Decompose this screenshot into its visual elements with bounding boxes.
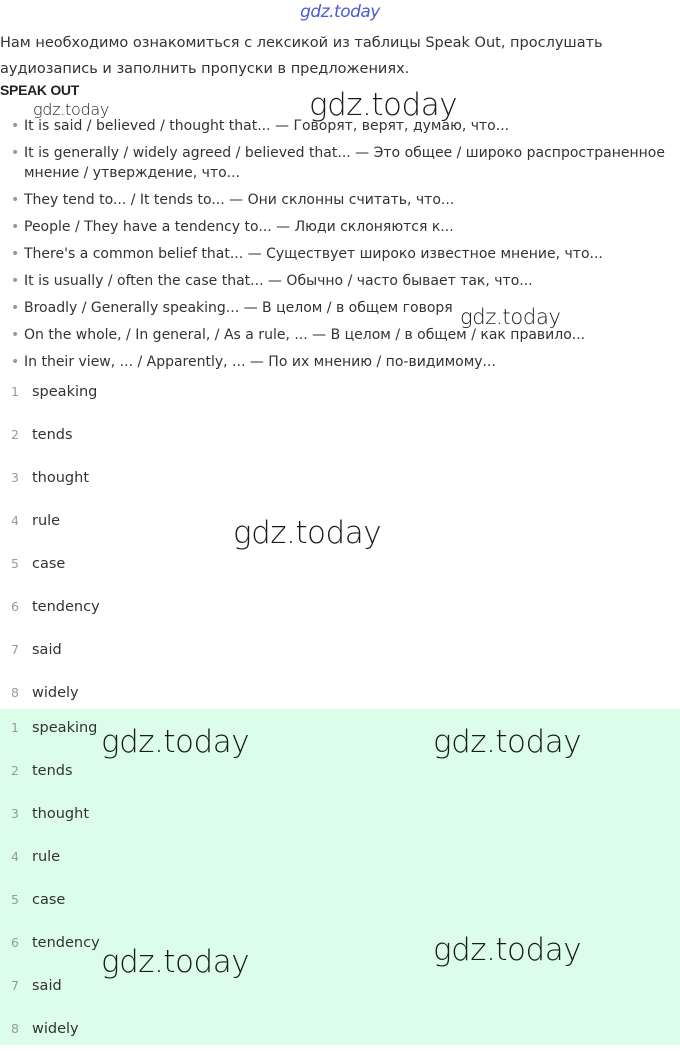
- answer-item: [0, 804, 680, 847]
- site-logo[interactable]: gdz.today: [300, 2, 380, 22]
- watermark: gdz.today: [33, 100, 110, 119]
- answer-word: speaking: [32, 384, 98, 400]
- answer-number: 5: [11, 556, 19, 571]
- answer-number: 6: [11, 599, 19, 614]
- answer-number: 5: [11, 892, 19, 907]
- answer-word: thought: [32, 806, 90, 822]
- answer-number: 2: [11, 763, 19, 778]
- answer-number: 6: [11, 935, 19, 950]
- answer-word: speaking: [32, 720, 98, 736]
- phrase-text: On the whole, / In general, / As a rule, ... — В целом / в общем / как правило...: [24, 327, 586, 343]
- answer-word: said: [32, 978, 62, 994]
- phrase-text: It is generally / widely agreed / believed that... — Это общее / широко распространенное мнение / утверждение, что...: [24, 145, 665, 181]
- phrase-item: [0, 271, 670, 291]
- phrase-item: [0, 352, 670, 372]
- watermark: gdz.today: [460, 305, 561, 329]
- phrase-text: People / They have a tendency to... — Люди склоняются к...: [24, 219, 454, 235]
- answer-list: [0, 382, 680, 726]
- watermark: gdz.today: [433, 932, 582, 968]
- phrase-item: [0, 190, 670, 210]
- answer-word: rule: [32, 513, 61, 529]
- phrase-item: [0, 143, 670, 183]
- answer-word: tends: [32, 763, 73, 779]
- phrase-item: [0, 217, 670, 237]
- answer-number: 4: [11, 513, 19, 528]
- answer-item: [0, 976, 680, 1019]
- bullet-icon: •: [11, 118, 20, 134]
- phrase-text: It is usually / often the case that... — Обычно / часто бывает так, что...: [24, 273, 533, 289]
- answer-item: [0, 1019, 680, 1062]
- answer-number: 7: [11, 642, 19, 657]
- answer-item: [0, 382, 680, 425]
- phrase-list: [0, 116, 670, 379]
- bullet-icon: •: [11, 192, 20, 208]
- answer-word: rule: [32, 849, 61, 865]
- answer-word: tends: [32, 427, 73, 443]
- bullet-icon: •: [11, 219, 20, 235]
- answer-item: [0, 890, 680, 933]
- phrase-text: Broadly / Generally speaking... — В целом / в общем говоря: [24, 300, 453, 316]
- bullet-icon: •: [11, 354, 20, 370]
- answer-list-highlighted: [0, 718, 680, 1062]
- answer-number: 3: [11, 806, 19, 821]
- answer-item: [0, 847, 680, 890]
- bullet-icon: •: [11, 145, 20, 161]
- watermark: gdz.today: [309, 87, 458, 123]
- watermark: gdz.today: [433, 724, 582, 760]
- answer-word: tendency: [32, 935, 100, 951]
- answer-number: 1: [11, 384, 19, 399]
- answer-item: [0, 425, 680, 468]
- bullet-icon: •: [11, 246, 20, 262]
- answer-number: 4: [11, 849, 19, 864]
- watermark: gdz.today: [233, 515, 382, 551]
- answer-number: 2: [11, 427, 19, 442]
- answer-word: said: [32, 642, 62, 658]
- section-title: SPEAK OUT: [0, 82, 79, 98]
- answer-item: [0, 597, 680, 640]
- phrase-item: [0, 244, 670, 264]
- bullet-icon: •: [11, 300, 20, 316]
- answer-item: [0, 761, 680, 804]
- answer-number: 7: [11, 978, 19, 993]
- phrase-text: In their view, ... / Apparently, ... — По их мнению / по-видимому...: [24, 354, 496, 370]
- answer-item: [0, 554, 680, 597]
- bullet-icon: •: [11, 273, 20, 289]
- answer-word: widely: [32, 685, 79, 701]
- task-description: Нам необходимо ознакомиться с лексикой из таблицы Speak Out, прослушать аудиозапись и заполнить пропуски в предложениях.: [0, 35, 603, 77]
- watermark: gdz.today: [101, 724, 250, 760]
- phrase-item: [0, 298, 670, 318]
- phrase-text: They tend to... / It tends to... — Они склонны считать, что...: [24, 192, 455, 208]
- answer-word: case: [32, 892, 66, 908]
- answer-item: [0, 468, 680, 511]
- answer-number: 3: [11, 470, 19, 485]
- watermark: gdz.today: [101, 944, 250, 980]
- answer-number: 1: [11, 720, 19, 735]
- answer-number: 8: [11, 1021, 19, 1036]
- answer-item: [0, 640, 680, 683]
- phrase-text: It is said / believed / thought that... — Говорят, верят, думаю, что...: [24, 118, 510, 134]
- phrase-text: There's a common belief that... — Существует широко известное мнение, что...: [24, 246, 603, 262]
- answer-word: tendency: [32, 599, 100, 615]
- answer-number: 8: [11, 685, 19, 700]
- answer-word: thought: [32, 470, 90, 486]
- bullet-icon: •: [11, 327, 20, 343]
- phrase-item: [0, 325, 670, 345]
- answer-word: widely: [32, 1021, 79, 1037]
- answer-word: case: [32, 556, 66, 572]
